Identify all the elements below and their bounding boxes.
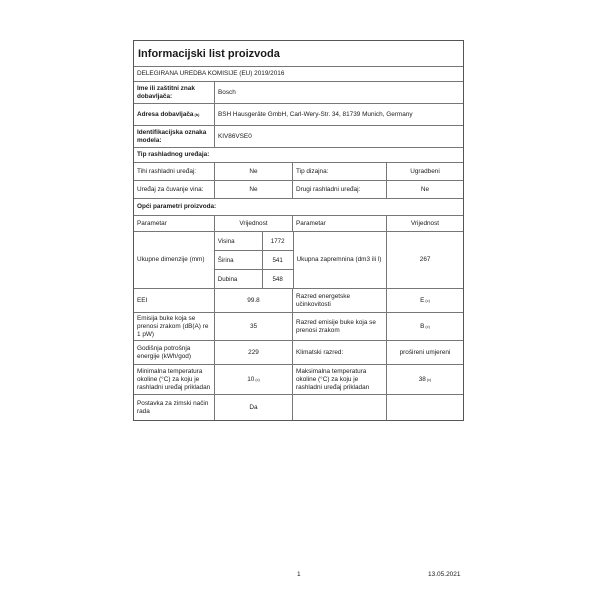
winter-mode-value [215, 395, 293, 420]
regulation-text: DELEGIRANA UREDBA KOMISIJE (EU) 2019/2016 [137, 70, 285, 77]
noise-value: 35 [215, 313, 293, 340]
supplier-value: Bosch [218, 88, 236, 96]
general-heading-row [134, 199, 463, 216]
min-temp-label: Minimalna temperatura okoline (°C) za koju je rashladni uređaj prikladan [134, 365, 215, 394]
volume-label: Ukupna zapremnina (dm3 ili l) [294, 232, 388, 288]
low-noise-value: Ne [215, 163, 293, 180]
appliance-type-row [134, 163, 463, 181]
noise-class-label: Razred emisije buke koja se prenosi zrakom [293, 313, 387, 340]
model-label: Identifikacijska oznaka modela: [134, 126, 215, 147]
dimension-value: 541 [272, 256, 283, 264]
appliance-type-row [134, 181, 463, 199]
empty-cell [387, 395, 463, 420]
empty-cell [293, 395, 387, 420]
annual-energy-value: 229 [215, 341, 293, 364]
wine-storage-label: Uređaj za čuvanje vina: [134, 181, 215, 198]
model-value: KIV86VSE0 [218, 132, 252, 140]
general-heading: Opći parametri proizvoda: [137, 203, 217, 210]
other-appliance-label: Drugi rashladni uređaj: [293, 181, 387, 198]
winter-mode-row [134, 395, 463, 420]
regulation-row [134, 67, 463, 82]
col-param-header: Parametar [134, 216, 215, 231]
winter-mode-value-text: Da [249, 403, 258, 411]
dimension-value: 548 [272, 275, 283, 283]
energy-class-value: E [420, 296, 425, 304]
appliance-type-heading-row [134, 148, 463, 163]
low-noise-label: Tihi rashladni uređaj: [134, 163, 215, 180]
dimension-width [215, 251, 293, 270]
col-param2-header: Parametar [293, 216, 387, 231]
energy-class-cell: E (c) [420, 296, 430, 304]
supplier-label: Ime ili zaštitni znak dobavljača: [134, 82, 215, 103]
product-information-sheet [133, 40, 464, 421]
temperature-row [134, 365, 463, 395]
design-type-label: Tip dizajna: [293, 163, 387, 180]
address-row [134, 104, 463, 126]
eei-label: EEI [134, 289, 215, 312]
eei-value: 99.8 [215, 289, 293, 312]
dimension-name: Visina [215, 232, 263, 250]
climate-label: Klimatski razred: [293, 341, 387, 364]
col-value2-header: Vrijednost [410, 219, 440, 227]
min-temp-value: 10 [247, 375, 255, 383]
dimension-depth [215, 270, 293, 288]
dimension-name: Širina [215, 251, 263, 269]
max-temp-label: Maksimalna temperatura okoline (°C) za koju je rashladni uređaj prikladan [293, 365, 387, 394]
annual-energy-label: Godišnja potrošnja energije (kWh/god) [134, 341, 215, 364]
address-value: BSH Hausgeräte GmbH, Carl-Wery-Str. 34, 81739 Munich, Germany [218, 110, 413, 118]
noise-label: Emisija buke koja se prenosi zrakom (dB(A) re 1 pW) [134, 313, 215, 340]
address-label: Adresa dobavljača [137, 110, 194, 118]
noise-row [134, 313, 463, 341]
winter-mode-label: Postavka za zimski način rada [134, 395, 215, 420]
other-appliance-value: Ne [420, 185, 430, 193]
dimension-height [215, 232, 293, 251]
noise-class-value: B [420, 322, 425, 330]
document-title: Informacijski list proizvoda [138, 47, 280, 60]
dimension-value: 1772 [270, 237, 285, 245]
model-row [134, 126, 463, 148]
volume-value: 267 [419, 256, 431, 263]
dimension-name: Dubina [215, 270, 263, 288]
max-temp-cell: 38 (c) [418, 375, 432, 383]
dimensions-table [215, 232, 294, 288]
annual-energy-row [134, 341, 463, 365]
noise-class-cell: B (c) [420, 322, 430, 330]
min-temp-cell: 10 (c) [215, 365, 293, 394]
appliance-type-heading: Tip rashladnog uređaja: [137, 151, 210, 158]
dimensions-row [134, 232, 463, 289]
title-row [134, 41, 463, 67]
supplier-row [134, 82, 463, 104]
max-temp-value: 38 [418, 375, 426, 383]
col-value-header: Vrijednost [215, 216, 293, 231]
eei-row [134, 289, 463, 313]
wine-storage-value: Ne [215, 181, 293, 198]
dimensions-label: Ukupne dimenzije (mm) [134, 232, 215, 288]
design-type-value: Ugradbeni [410, 167, 440, 175]
address-label-cell: Adresa dobavljača (b) [134, 104, 215, 125]
footer-date: 13.05.2021 [428, 571, 461, 578]
column-header-row [134, 216, 463, 232]
page-number: 1 [297, 571, 301, 578]
climate-value: prošireni umjereni [399, 348, 451, 356]
energy-class-label: Razred energetske učinkovitosti [293, 289, 387, 312]
